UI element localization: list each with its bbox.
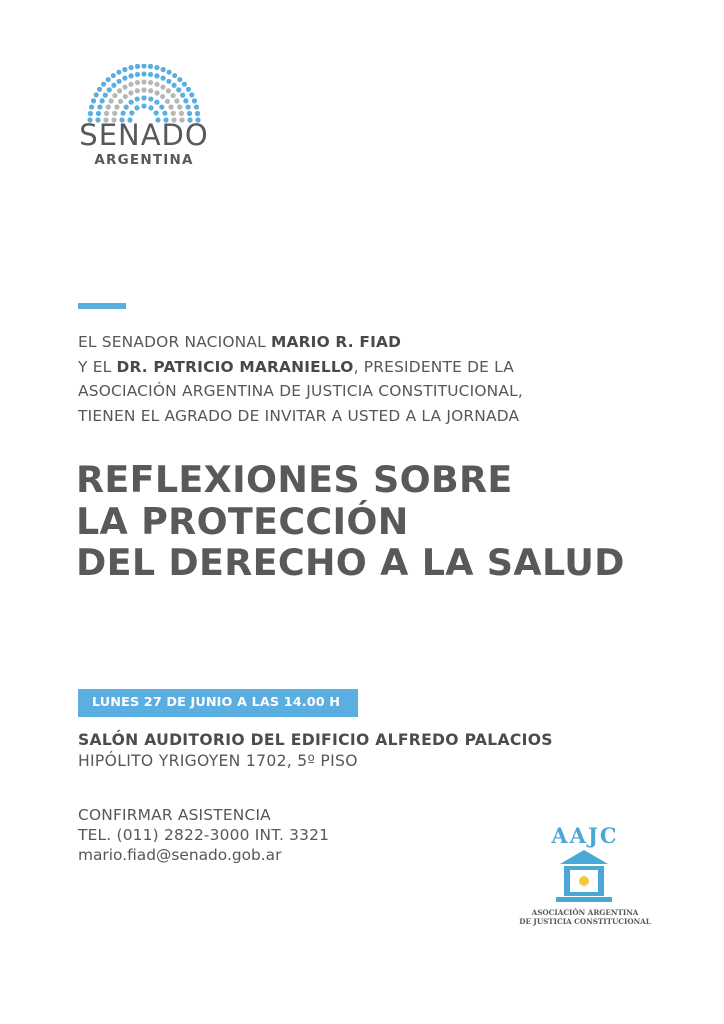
- hemicycle-seat-dot: [186, 87, 191, 92]
- hemicycle-seat-dot: [100, 98, 105, 103]
- hemicycle-seat-dot: [179, 111, 184, 116]
- hemicycle-seat-dot: [161, 76, 166, 81]
- event-title-line-3: DEL DERECHO A LA SALUD: [76, 541, 625, 584]
- venue-address: HIPÓLITO YRIGOYEN 1702, 5º PISO: [78, 752, 358, 770]
- hemicycle-seat-dot: [182, 82, 187, 87]
- hemicycle-seat-dot: [135, 96, 140, 101]
- hemicycle-seat-dot: [162, 111, 167, 116]
- president-name: DR. PATRICIO MARANIELLO: [116, 357, 354, 376]
- date-time-badge: LUNES 27 DE JUNIO A LAS 14.00 H: [78, 689, 358, 717]
- hemicycle-seat-dot: [148, 64, 153, 69]
- hemicycle-seat-dot: [135, 64, 140, 69]
- hemicycle-seat-dot: [154, 110, 159, 115]
- hemicycle-seat-dot: [108, 98, 113, 103]
- hemicycle-seat-dot: [166, 79, 171, 84]
- hemicycle-seat-dot: [177, 77, 182, 82]
- hemicycle-seat-dot: [189, 92, 194, 97]
- hemicycle-seat-dot: [118, 99, 123, 104]
- senado-logo-subtitle: ARGENTINA: [94, 152, 194, 168]
- hemicycle-seat-dot: [122, 84, 127, 89]
- hemicycle-seat-dot: [183, 98, 188, 103]
- hemicycle-seat-dot: [148, 105, 153, 110]
- hemicycle-seat-dot: [117, 88, 122, 93]
- hemicycle-seat-dot: [172, 83, 177, 88]
- hemicycle-seat-dot: [116, 70, 121, 75]
- hemicycle-seat-dot: [141, 103, 146, 108]
- hemicycle-seat-dot: [107, 87, 112, 92]
- hemicycle-seat-dot: [160, 94, 165, 99]
- hemicycle-seat-dot: [106, 104, 111, 109]
- hemicycle-seat-dot: [135, 88, 140, 93]
- hemicycle-seat-dot: [148, 72, 153, 77]
- hemicycle-seat-dot: [148, 88, 153, 93]
- rsvp-title: CONFIRMAR ASISTENCIA: [78, 806, 271, 824]
- invitation-intro: [78, 330, 678, 428]
- hemicycle-seat-dot: [174, 98, 179, 103]
- hemicycle-seat-dot: [135, 72, 140, 77]
- intro-line-3: ASOCIACIÓN ARGENTINA DE JUSTICIA CONSTITUCIONAL,: [78, 382, 523, 400]
- hemicycle-seat-dot: [123, 94, 128, 99]
- accent-divider: [78, 303, 126, 309]
- hemicycle-seat-dot: [166, 88, 171, 93]
- hemicycle-seat-dot: [171, 93, 176, 98]
- aajc-name-line-1: ASOCIACIÓN ARGENTINA: [531, 908, 639, 917]
- intro-line-4: TIENEN EL AGRADO DE INVITAR A USTED A LA JORNADA: [78, 406, 520, 425]
- hemicycle-seat-dot: [177, 104, 182, 109]
- rsvp-phone: TEL. (011) 2822-3000 INT. 3321: [78, 826, 330, 844]
- hemicycle-seat-dot: [154, 82, 159, 87]
- hemicycle-seat-dot: [154, 100, 159, 105]
- hemicycle-seat-dot: [172, 73, 177, 78]
- hemicycle-seat-dot: [148, 96, 153, 101]
- hemicycle-seat-dot: [161, 67, 166, 72]
- intro-text: EL SENADOR NACIONAL: [78, 333, 271, 351]
- hemicycle-seat-dot: [186, 104, 191, 109]
- hemicycle-seat-dot: [148, 80, 153, 85]
- intro-line-1: [78, 330, 678, 355]
- hemicycle-seat-dot: [141, 71, 146, 76]
- hemicycle-seat-dot: [141, 87, 146, 92]
- hemicycle-seat-dot: [141, 95, 146, 100]
- hemicycle-seat-dot: [141, 79, 146, 84]
- hemicycle-seat-dot: [180, 93, 185, 98]
- hemicycle-seat-dot: [167, 70, 172, 75]
- hemicycle-seat-dot: [88, 111, 93, 116]
- intro-text: Y EL: [78, 357, 117, 376]
- hemicycle-seat-dot: [124, 104, 129, 109]
- hemicycle-seat-dot: [111, 83, 116, 88]
- aajc-building-emblem-icon: [556, 850, 612, 902]
- hemicycle-seat-dot: [112, 93, 117, 98]
- hemicycle-seat-dot: [135, 80, 140, 85]
- event-title-line-2: LA PROTECCIÓN: [76, 499, 409, 543]
- hemicycle-seat-dot: [97, 104, 102, 109]
- hemicycle-seat-dot: [114, 104, 119, 109]
- event-title: [76, 459, 716, 584]
- hemicycle-seat-dot: [89, 104, 94, 109]
- hemicycle-seat-dot: [128, 65, 133, 70]
- hemicycle-seat-dot: [128, 73, 133, 78]
- hemicycle-seat-dot: [192, 98, 197, 103]
- intro-text: , PRESIDENTE DE LA: [353, 357, 515, 376]
- aajc-name-line-2: DE JUSTICIA CONSTITUCIONAL: [519, 917, 651, 926]
- hemicycle-seat-dot: [128, 90, 133, 95]
- hemicycle-seat-dot: [154, 65, 159, 70]
- hemicycle-seat-dot: [165, 99, 170, 104]
- hemicycle-seat-dot: [168, 104, 173, 109]
- hemicycle-seat-dot: [94, 92, 99, 97]
- hemicycle-seat-dot: [117, 79, 122, 84]
- hemicycle-seat-dot: [176, 87, 181, 92]
- venue-name: SALÓN AUDITORIO DEL EDIFICIO ALFREDO PALACIOS: [78, 731, 553, 749]
- event-title-line-1: REFLEXIONES SOBRE: [76, 458, 513, 501]
- senado-hemicycle-logo: [74, 64, 214, 124]
- intro-line-2: [78, 355, 678, 380]
- hemicycle-seat-dot: [134, 105, 139, 110]
- hemicycle-seat-dot: [128, 82, 133, 87]
- hemicycle-seat-dot: [195, 111, 200, 116]
- hemicycle-seat-dot: [194, 104, 199, 109]
- hemicycle-seat-dot: [96, 111, 101, 116]
- senado-logo-title: SENADO: [79, 118, 209, 152]
- hemicycle-seat-dot: [154, 73, 159, 78]
- hemicycle-seat-dot: [104, 111, 109, 116]
- hemicycle-seat-dot: [129, 110, 134, 115]
- hemicycle-seat-dot: [91, 98, 96, 103]
- hemicycle-seat-dot: [128, 100, 133, 105]
- hemicycle-seat-dot: [154, 90, 159, 95]
- rsvp-email-link[interactable]: mario.fiad@senado.gob.ar: [78, 846, 282, 864]
- hemicycle-seat-dot: [141, 64, 146, 69]
- hemicycle-seat-dot: [187, 111, 192, 116]
- hemicycle-seat-dot: [101, 82, 106, 87]
- hemicycle-seat-dot: [122, 76, 127, 81]
- hemicycle-seat-dot: [97, 87, 102, 92]
- hemicycle-seat-dot: [112, 111, 117, 116]
- aajc-logo-acronym: AAJC: [551, 823, 619, 848]
- hemicycle-seat-dot: [160, 84, 165, 89]
- hemicycle-seat-dot: [122, 67, 127, 72]
- hemicycle-seat-dot: [106, 77, 111, 82]
- hemicycle-seat-dot: [103, 93, 108, 98]
- senator-name: MARIO R. FIAD: [270, 333, 402, 351]
- hemicycle-seat-dot: [120, 111, 125, 116]
- hemicycle-seat-dot: [171, 111, 176, 116]
- hemicycle-seat-dot: [111, 73, 116, 78]
- hemicycle-seat-dot: [159, 104, 164, 109]
- aajc-logo-name: [510, 908, 660, 926]
